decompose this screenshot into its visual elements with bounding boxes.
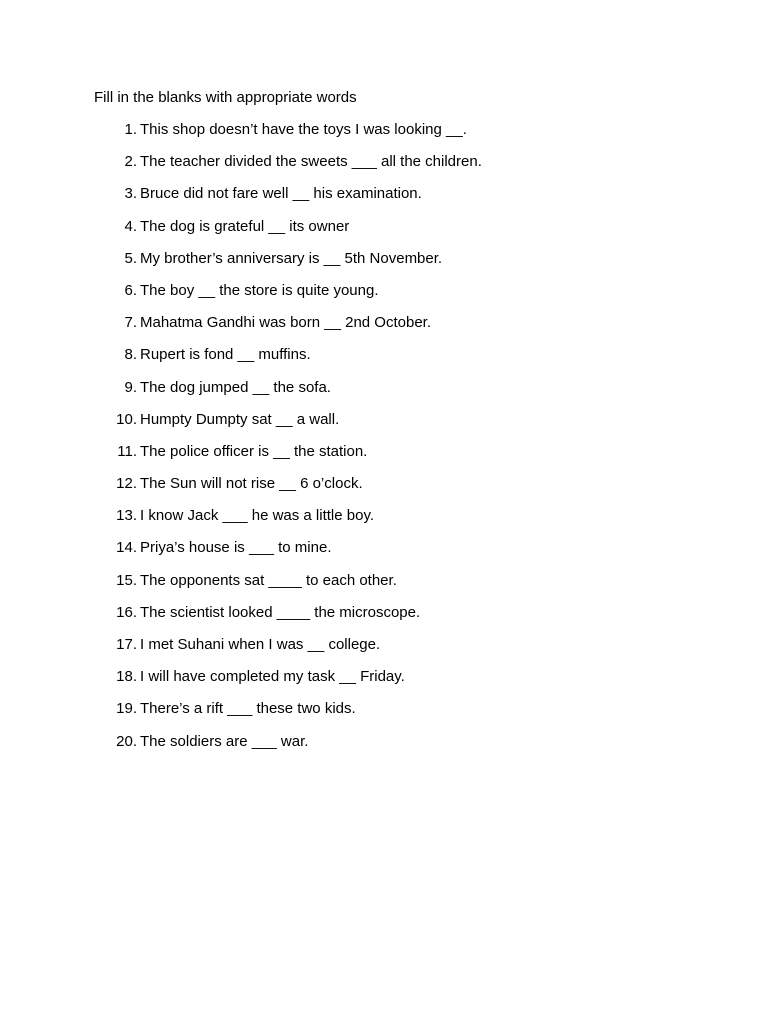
question-item — [0, 571, 768, 603]
question-text: The dog is grateful __ its owner — [140, 217, 350, 235]
question-item — [0, 378, 768, 410]
question-item — [0, 538, 768, 570]
question-number: 18. — [116, 668, 137, 686]
question-item — [0, 217, 768, 249]
question-item — [0, 345, 768, 377]
question-item — [0, 635, 768, 667]
question-text: I know Jack ___ he was a little boy. — [140, 507, 375, 525]
question-number: 11. — [117, 442, 137, 460]
question-item — [0, 442, 768, 474]
question-number: 10. — [116, 410, 137, 428]
question-number: 7. — [124, 314, 137, 332]
question-text: I will have completed my task __ Friday. — [140, 668, 405, 686]
question-item — [0, 120, 768, 152]
question-item — [0, 249, 768, 281]
question-number: 5. — [124, 249, 137, 267]
question-text: The police officer is __ the station. — [140, 442, 368, 460]
question-item — [0, 184, 768, 216]
question-text: The dog jumped __ the sofa. — [140, 378, 331, 396]
question-number: 20. — [116, 732, 137, 750]
question-number: 17. — [116, 636, 137, 653]
question-number: 15. — [116, 571, 137, 589]
question-number: 4. — [124, 217, 137, 235]
question-number: 19. — [116, 700, 137, 718]
question-item — [0, 667, 768, 699]
question-number: 13. — [116, 507, 137, 525]
question-number: 9. — [124, 378, 137, 396]
question-item — [0, 152, 768, 184]
question-text: Bruce did not fare well __ his examination. — [140, 185, 422, 203]
question-text: The soldiers are ___ war. — [140, 732, 309, 750]
question-text: My brother’s anniversary is __ 5th November. — [140, 249, 443, 267]
question-number: 6. — [124, 281, 137, 299]
question-item — [0, 732, 768, 764]
question-text: This shop doesn’t have the toys I was looking __. — [140, 121, 467, 138]
question-text: Rupert is fond __ muffins. — [140, 346, 311, 364]
question-number: 3. — [124, 185, 137, 203]
question-item — [0, 603, 768, 635]
question-text: Priya’s house is ___ to mine. — [140, 539, 332, 557]
question-item — [0, 506, 768, 538]
question-number: 16. — [116, 603, 137, 621]
question-text: The boy __ the store is quite young. — [140, 281, 379, 299]
question-number: 8. — [124, 346, 137, 364]
question-item — [0, 410, 768, 442]
question-text: Mahatma Gandhi was born __ 2nd October. — [140, 314, 432, 332]
question-text: The opponents sat ____ to each other. — [140, 571, 397, 589]
question-item — [0, 313, 768, 345]
question-list — [0, 120, 768, 764]
question-number: 2. — [124, 153, 137, 171]
question-text: The scientist looked ____ the microscope. — [140, 603, 421, 621]
question-text: Humpty Dumpty sat __ a wall. — [140, 410, 340, 428]
question-text: I met Suhani when I was __ college. — [140, 636, 381, 653]
question-item — [0, 281, 768, 313]
question-number: 14. — [116, 539, 137, 557]
question-text: The Sun will not rise __ 6 o’clock. — [140, 475, 363, 493]
question-item — [0, 474, 768, 506]
question-number: 1. — [124, 121, 137, 138]
question-item — [0, 699, 768, 731]
question-text: There’s a rift ___ these two kids. — [140, 700, 356, 718]
question-number: 12. — [116, 475, 137, 493]
worksheet-heading: Fill in the blanks with appropriate words — [94, 89, 357, 106]
question-text: The teacher divided the sweets ___ all the children. — [140, 153, 482, 171]
